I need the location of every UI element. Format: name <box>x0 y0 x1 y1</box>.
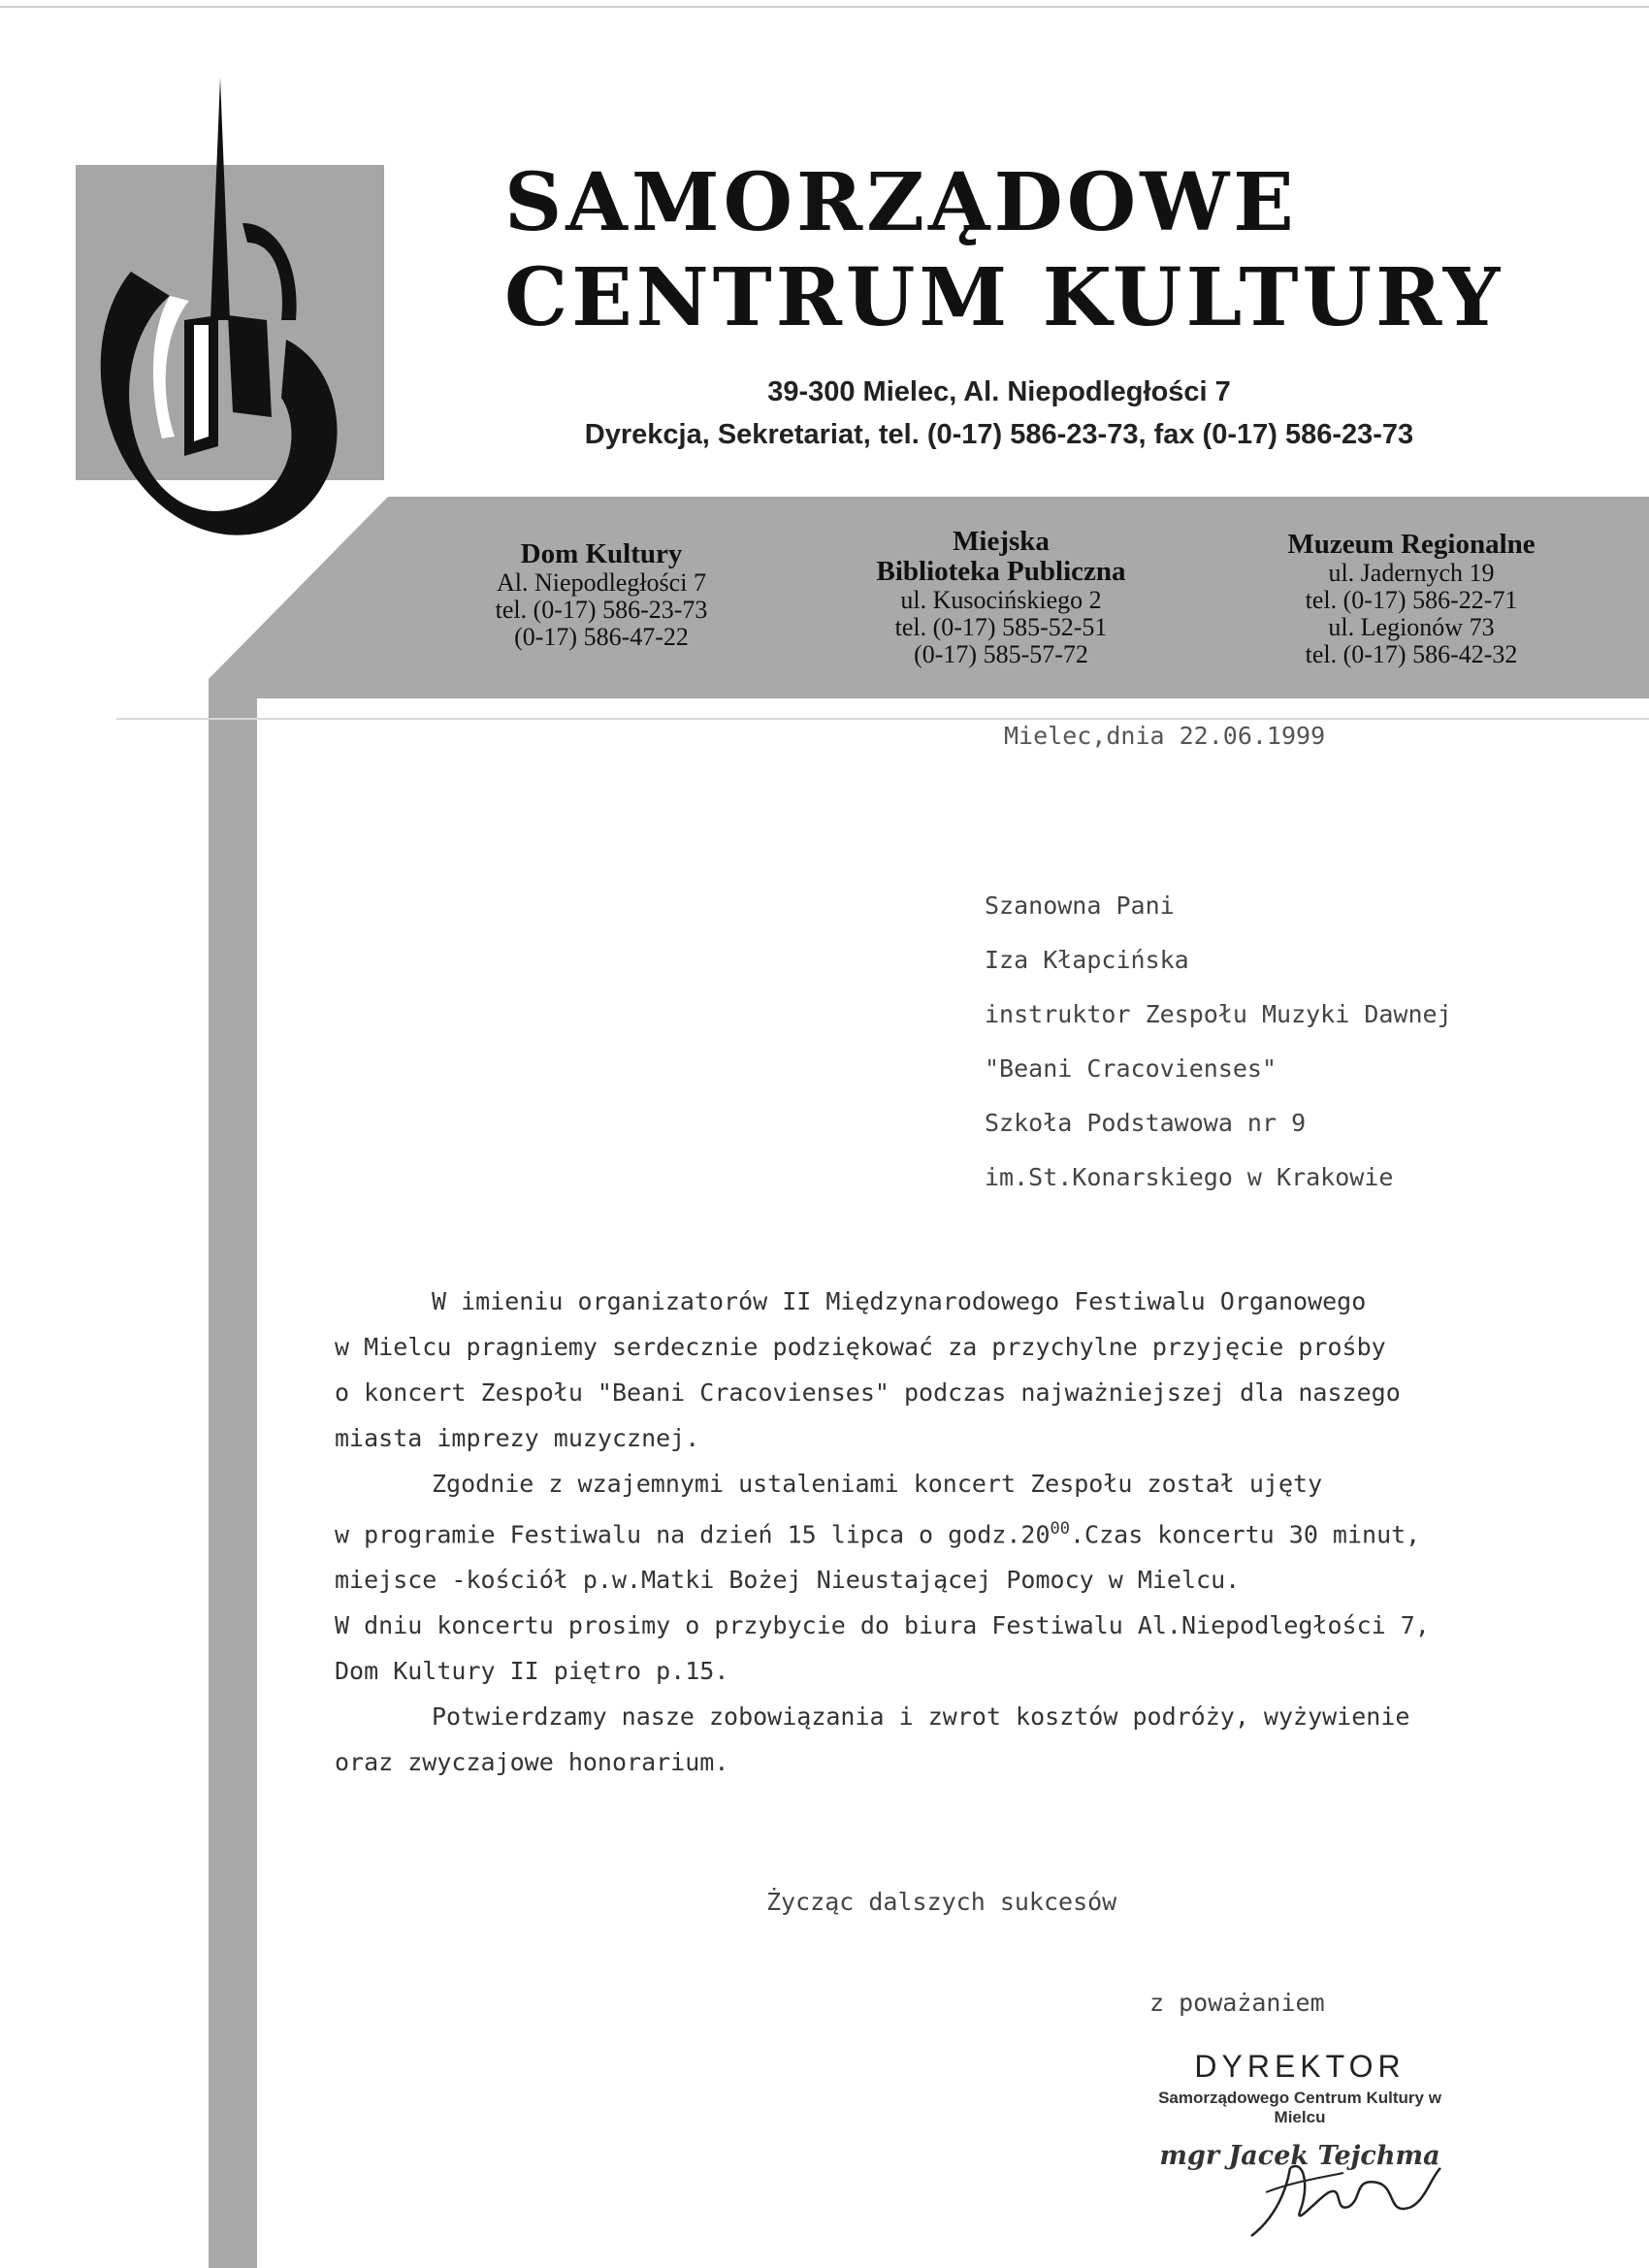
unit-name-line-1: Miejska <box>953 526 1050 557</box>
handwritten-signature-icon <box>1232 2139 1455 2246</box>
body-line: W dniu koncertu prosimy o przybycie do biura Festiwalu Al.Niepodległości 7, <box>335 1611 1430 1640</box>
body-line: miasta imprezy muzycznej. <box>335 1424 700 1452</box>
letter-regards: z poważaniem <box>1149 1989 1325 2017</box>
unit-line: tel. (0-17) 585-52-51 <box>894 613 1108 641</box>
body-line: Dom Kultury II piętro p.15. <box>335 1657 729 1686</box>
unit-biblioteka <box>797 527 1205 668</box>
body-line <box>335 1507 1557 1557</box>
address-line-1: 39-300 Mielec, Al. Niepodległości 7 <box>767 376 1231 407</box>
recipient-line: instruktor Zespołu Muzyki Dawnej <box>985 1000 1452 1028</box>
body-line: Potwierdzamy nasze zobowiązania i zwrot kosztów podróży, wyżywienie <box>432 1702 1410 1732</box>
unit-name: Dom Kultury <box>520 538 683 569</box>
recipient-line: Szanowna Pani <box>985 891 1175 920</box>
title-line-1: SAMORZĄDOWE <box>504 156 1298 249</box>
body-line: oraz zwyczajowe honorarium. <box>335 1748 729 1777</box>
unit-line: (0-17) 586-47-22 <box>514 623 689 651</box>
unit-line: Al. Niepodległości 7 <box>497 568 706 597</box>
body-line-part: .Czas koncertu 30 minut, <box>1070 1520 1421 1549</box>
body-line: o koncert Zespołu "Beani Cracovienses" podczas najważniejszej dla naszego <box>335 1378 1401 1407</box>
director-name: mgr Jacek Tejchma <box>1159 2141 1440 2171</box>
unit-muzeum <box>1208 530 1615 668</box>
recipient-line: Szkoła Podstawowa nr 9 <box>985 1109 1307 1137</box>
recipient-line: "Beani Cracovienses" <box>985 1054 1277 1083</box>
body-line: Zgodnie z wzajemnymi ustaleniami koncert Zespołu został ujęty <box>432 1470 1323 1498</box>
body-line: W imieniu organizatorów II Międzynarodowego Festiwalu Organowego <box>432 1287 1367 1315</box>
recipient-block <box>985 879 1452 1205</box>
unit-name: Muzeum Regionalne <box>1287 529 1536 560</box>
letter-closing: Życząc dalszych sukcesów <box>766 1888 1117 1916</box>
unit-dom-kultury <box>398 539 805 651</box>
director-title: DYREKTOR <box>1194 2049 1406 2084</box>
unit-line: tel. (0-17) 586-23-73 <box>495 596 708 624</box>
address-line-2: Dyrekcja, Sekretariat, tel. (0-17) 586-23-73, fax (0-17) 586-23-73 <box>584 419 1414 450</box>
recipient-line: Iza Kłapcińska <box>985 946 1189 974</box>
unit-line: (0-17) 585-57-72 <box>914 640 1088 668</box>
unit-line: tel. (0-17) 586-22-71 <box>1305 586 1518 614</box>
body-line: miejsce -kościół p.w.Matki Bożej Nieustającej Pomocy w Mielcu. <box>335 1566 1241 1595</box>
body-superscript: 00 <box>1050 1519 1070 1539</box>
letter-date: Mielec,dnia 22.06.1999 <box>1004 722 1326 750</box>
unit-line: ul. Kusocińskiego 2 <box>900 586 1102 614</box>
title-line-2: CENTRUM KULTURY <box>504 251 1504 344</box>
body-line-part: w programie Festiwalu na dzień 15 lipca o godz.20 <box>335 1520 1051 1549</box>
director-organization: Samorządowego Centrum Kultury w Mielcu <box>1158 2089 1441 2126</box>
recipient-line: im.St.Konarskiego w Krakowie <box>985 1163 1394 1191</box>
letter-body <box>335 1279 1557 1785</box>
unit-name-line-2: Biblioteka Publiczna <box>876 556 1126 587</box>
unit-line: tel. (0-17) 586-42-32 <box>1305 640 1518 668</box>
body-line: w Mielcu pragniemy serdecznie podziękować za przychylne przyjęcie prośby <box>335 1333 1386 1361</box>
unit-line: ul. Jadernych 19 <box>1328 559 1495 587</box>
unit-line: ul. Legionów 73 <box>1328 613 1495 641</box>
